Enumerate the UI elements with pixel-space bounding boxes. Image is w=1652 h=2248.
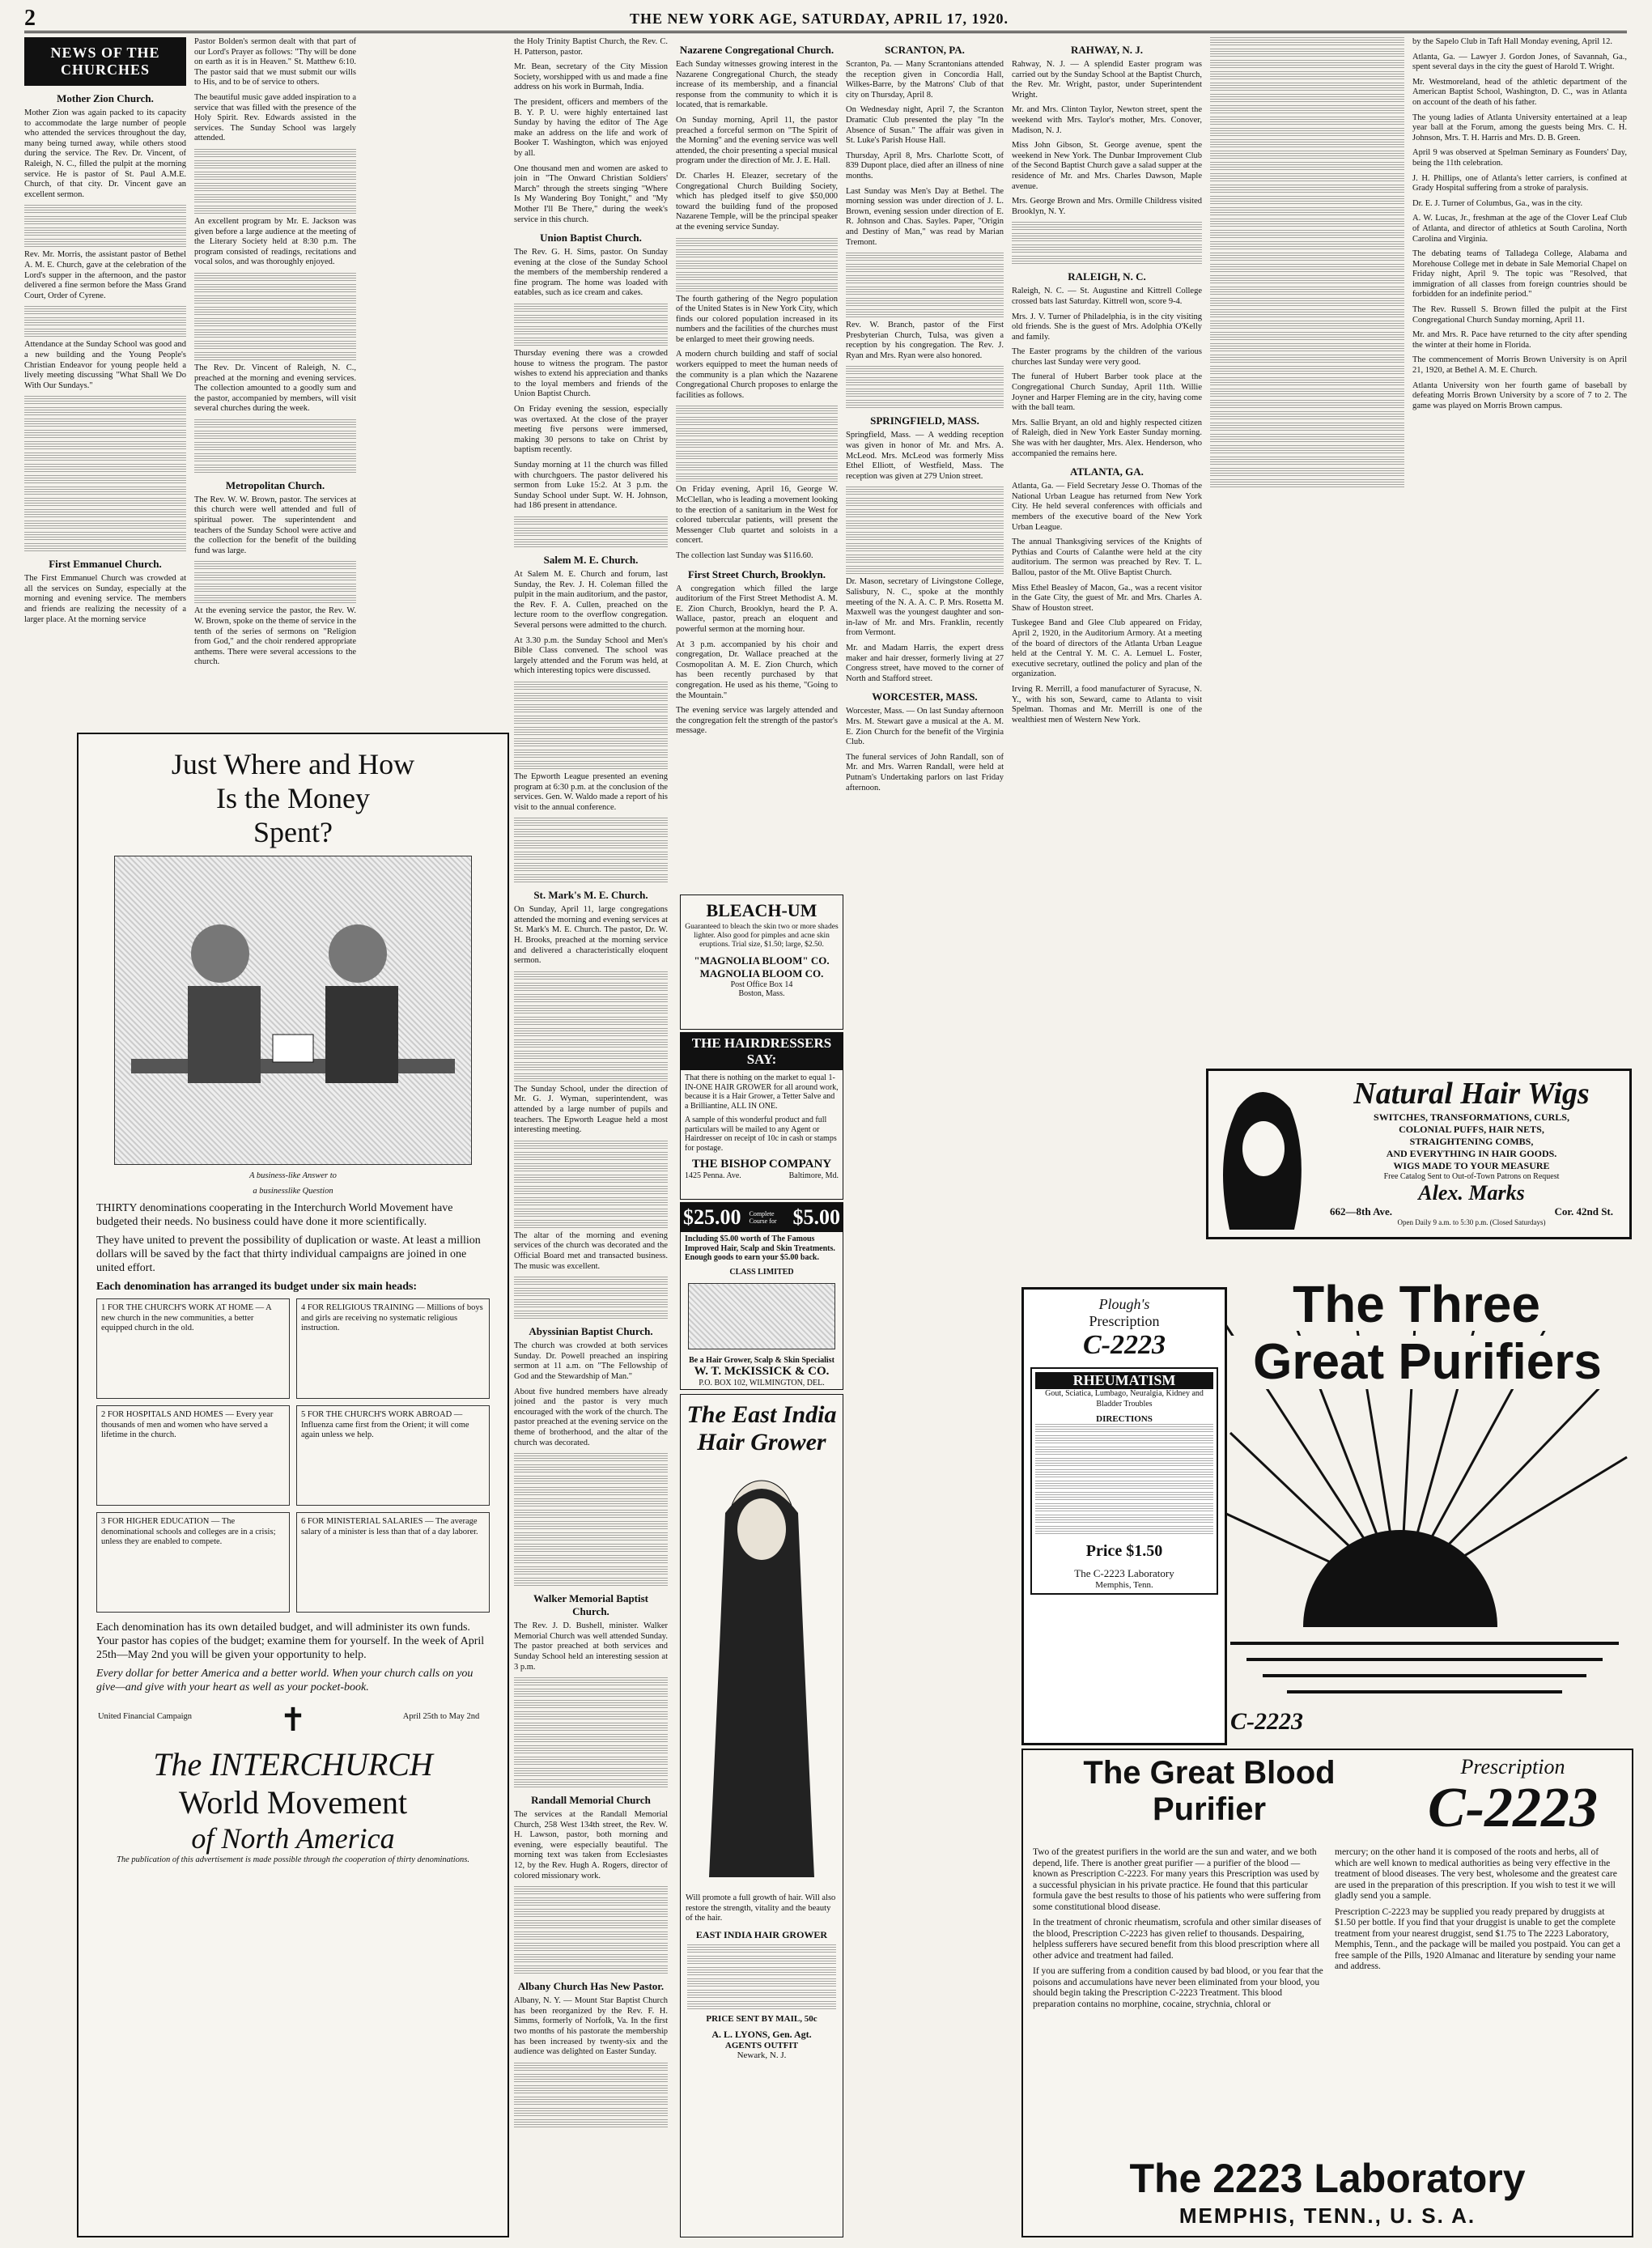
interchurch-ad bbox=[77, 733, 509, 2237]
article-paragraph: by the Sapelo Club in Taft Hall Monday evening, April 12. bbox=[1412, 37, 1612, 46]
column-7-text bbox=[1412, 37, 1627, 928]
article-heading: Nazarene Congregational Church. bbox=[679, 44, 834, 56]
ad-headline-2: Is the Money bbox=[216, 782, 370, 814]
east-india-address: Newark, N. J. bbox=[737, 2050, 787, 2060]
column-2 bbox=[194, 37, 356, 742]
interchurch-brand-2: World Movement bbox=[178, 1784, 408, 1821]
article-heading: St. Mark's M. E. Church. bbox=[533, 889, 648, 902]
article-paragraph: Raleigh, N. C. — St. Augustine and Kittrell College crossed bats last Saturday. Kittrell won, score 9-4. bbox=[1012, 287, 1202, 306]
article-paragraph: A modern church building and staff of social workers equipped to meet the human needs of the community is a plan which the Nazarene Congregational Church proposes to enlarge the facilities as follows. bbox=[676, 350, 838, 400]
bleach-um-company: "MAGNOLIA BLOOM" CO. bbox=[694, 954, 830, 967]
article-paragraph: Thursday evening there was a crowded house to witness the program. The pastor wishes to extend his appreciation and thanks to the loyal members and friends of the Union Baptist Church. bbox=[514, 349, 668, 399]
bleach-um-text: Guaranteed to bleach the skin two or more shades lighter. Also good for pimples and acne skin eruptions. Trial size, $1.50; large, $2.50. bbox=[685, 923, 839, 949]
lab-brand: The 2223 Laboratory bbox=[1129, 2156, 1526, 2201]
classroom-illustration bbox=[688, 1283, 835, 1349]
budget-item: 3 FOR HIGHER EDUCATION — The denominational schools and colleges are in a crisis; unless they are enabled to compete. bbox=[101, 1517, 276, 1546]
east-india-product: EAST INDIA HAIR GROWER bbox=[695, 1928, 828, 1940]
article-paragraph: Atlanta, Ga. — Field Secretary Jesse O. Thomas of the National Urban League has returned from New York City. He held several conferences with officials and members of the executive board of the New York Urban League. bbox=[1012, 482, 1202, 532]
article-heading: SPRINGFIELD, MASS. bbox=[870, 414, 979, 427]
bishop-address: 1425 Penna. Ave. bbox=[685, 1171, 741, 1180]
article-paragraph: Rahway, N. J. — A splendid Easter program was carried out by the Sunday School at the Baptist Church, the Rev. Mr. Wright, pastor, under Superintendent Wright. bbox=[1012, 60, 1202, 100]
budget-item: 4 FOR RELIGIOUS TRAINING — Millions of boys and girls are receiving no systematic religious instruction. bbox=[301, 1303, 483, 1332]
bleach-um-city: Boston, Mass. bbox=[738, 989, 785, 998]
lab-paragraph: If you are suffering from a condition caused by bad blood, or you fear that the poisons and accumulations have never been eliminated from your blood, you should begin taking the Prescription C-2223 Treatment. This blood preparation contains no morphine, cocaine, strychnia, chloral or bbox=[1033, 1966, 1323, 2009]
alex-marks-wigs-ad bbox=[1206, 1069, 1632, 1239]
article-heading: WORCESTER, MASS. bbox=[872, 691, 978, 703]
article-paragraph: Mrs. J. V. Turner of Philadelphia, is in the city visiting old friends. She is the guest of Mrs. Adolphia O'Kelly and family. bbox=[1012, 312, 1202, 342]
wigs-catalog: Free Catalog Sent to Out-of-Town Patrons on Request bbox=[1383, 1172, 1560, 1181]
article-paragraph: At Salem M. E. Church and forum, last Sunday, the Rev. J. H. Coleman filled the pulpit in the main auditorium, and the pastor, the Rev. F. A. Cullen, preached on the lecture room to the overflow congregation. Several persons were admitted to the church. bbox=[514, 569, 668, 630]
column-3 bbox=[514, 37, 668, 2231]
column-4 bbox=[676, 37, 1004, 1025]
businessmen-illustration bbox=[114, 856, 472, 1165]
wigs-corner: Cor. 42nd St. bbox=[1554, 1205, 1613, 1217]
article-paragraph: J. H. Phillips, one of Atlanta's letter carriers, is confined at Grady Hospital suffering from a stroke of paralysis. bbox=[1412, 173, 1627, 193]
mckissick-company: W. T. McKISSICK & CO. bbox=[694, 1364, 830, 1378]
wigs-address: 662—8th Ave. bbox=[1330, 1205, 1393, 1217]
article-paragraph: Atlanta University won her fourth game of baseball by defeating Morris Brown University by a score of 7 to 2. The game was played on Morris Brown campus. bbox=[1412, 380, 1627, 410]
article-paragraph: The commencement of Morris Brown University is on April 21, 1920, at Bethel A. M. E. Church. bbox=[1412, 355, 1627, 376]
lab-headline-2: Purifier bbox=[1152, 1791, 1267, 1827]
bottle-number: C-2223 bbox=[1083, 1330, 1166, 1360]
bleach-um-ad bbox=[680, 895, 843, 1030]
article-heading: Metropolitan Church. bbox=[225, 478, 325, 491]
article-paragraph: A congregation which filled the large auditorium of the First Street Methodist A. M. E. Zion Church, Brooklyn, heard the P. A. Wallace, pastor, preach an eloquent and powerful sermon at the morning hour. bbox=[676, 584, 838, 634]
article-paragraph: The altar of the morning and evening services of the church was decorated and the Official Board met and transacted business. The music was excellent. bbox=[514, 1230, 668, 1271]
east-india-outfit: AGENTS OUTFIT bbox=[724, 2040, 799, 2050]
sale-price: $5.00 bbox=[792, 1205, 840, 1229]
article-heading: Abyssinian Baptist Church. bbox=[529, 1325, 653, 1338]
budget-item: 5 FOR THE CHURCH'S WORK ABROAD — Influenza came first from the Orient; it will come again unless we help. bbox=[301, 1410, 469, 1439]
article-paragraph: Worcester, Mass. — On last Sunday afternoon Mrs. M. Stewart gave a musical at the A. M. E. Zion Church for the benefit of the Virginia Club. bbox=[846, 707, 1004, 747]
bleach-um-address: Post Office Box 14 bbox=[730, 980, 793, 989]
article-paragraph: The president, officers and members of the B. Y. P. U. were highly entertained last Sunday by having the editor of The Age make an address on the life and work of Booker T. Washington, which was enjoyed by all. bbox=[514, 97, 668, 158]
ad-headline-3: Spent? bbox=[253, 816, 333, 848]
article-paragraph: On Sunday morning, April 11, the pastor preached a forceful sermon on "The Spirit of the Morning" and the evening service was well attended, the choir presenting a special musical program under the direction of Mr. J. E. Hall. bbox=[676, 115, 838, 166]
hairdressers-title: THE HAIRDRESSERS SAY: bbox=[681, 1033, 843, 1070]
article-paragraph: Last Sunday was Men's Day at Bethel. The morning session was under direction of J. L. Brown, evening session under direction of E. R. Johnson and Chas. Sayles. Paper, "Origin and Destiny of Man," was read by Marian Tremont. bbox=[846, 186, 1004, 247]
article-paragraph: The church was crowded at both services Sunday. Dr. Powell preached an inspiring sermon at 11 a.m. on "The Fellowship of God and the Stewardship of Man." bbox=[514, 1341, 668, 1381]
article-paragraph: Mr. and Mrs. Clinton Taylor, Newton street, spent the weekend with Mrs. Taylor's mother, Mrs. Conover, Madison, N. J. bbox=[1012, 105, 1202, 135]
lab-number: C-2223 bbox=[1428, 1777, 1598, 1839]
page-number: 2 bbox=[24, 6, 36, 31]
article-paragraph: At 3 p.m. accompanied by his choir and congregation, Dr. Wallace preached at the Cosmopolitan A. M. E. Zion Church, which has been recently purchased by that congregation. He used as his theme, "Going to the Mountain." bbox=[676, 640, 838, 700]
article-paragraph: The First Emmanuel Church was crowded at all the services on Sunday, especially at the morning and evening service. The members and friends are realizing the necessity of a larger place. At the morning service bbox=[24, 574, 186, 624]
deal-limited: CLASS LIMITED bbox=[729, 1267, 794, 1277]
lab-paragraph: Prescription C-2223 may be supplied you ready prepared by druggists at $1.50 per bottle. If you find that your druggist is unable to get the complete treatment from your nearest druggist, send $1.75 to The 2223 Laboratory, Memphis, Tenn., and the package will be mailed you postpaid. You can get a free sample of the Pills, 1920 Almanac and literature by sending your name and address. bbox=[1335, 1906, 1620, 1971]
article-paragraph: On Sunday, April 11, large congregations attended the morning and evening services at St. Mark's M. E. Church. The pastor, Dr. W. H. Brooks, preached at the morning service and delivered a characteristically eloquent sermon. bbox=[514, 905, 668, 966]
bottle-ailments: Gout, Sciatica, Lumbago, Neuralgia, Kidney and Bladder Troubles bbox=[1045, 1389, 1204, 1409]
article-paragraph: The funeral services of John Randall, son of Mr. and Mrs. Warren Randall, were held at Putnam's Undertaking parlors on last Friday afternoon. bbox=[846, 752, 1004, 793]
article-paragraph: Each Sunday witnesses growing interest in the Nazarene Congregational Church, the steady increase of its membership, and a financial response from the community to which it is located, that is remarkable. bbox=[676, 60, 838, 110]
article-paragraph: Thursday, April 8, Mrs. Charlotte Scott, of 839 Dupont place, died after an illness of nine months. bbox=[846, 151, 1004, 181]
wigs-line: WIGS MADE TO YOUR MEASURE bbox=[1393, 1160, 1550, 1171]
wigs-title: Natural Hair Wigs bbox=[1353, 1077, 1590, 1111]
article-paragraph: Rev. W. Branch, pastor of the First Presbyterian Church, Tulsa, was given a reception by his congregation. The Rev. J. Ryan and Mrs. Ryan were also honored. bbox=[846, 321, 1004, 360]
article-heading: Salem M. E. Church. bbox=[543, 553, 639, 566]
article-heading: Randall Memorial Church bbox=[531, 1794, 651, 1807]
column-6 bbox=[1012, 37, 1202, 1049]
article-paragraph: On Friday evening the session, especially was overtaxed. At the close of the prayer meeting five persons were immersed, making 30 persons to take on Christ by baptism recently. bbox=[514, 405, 668, 455]
ad-headline-1: Just Where and How bbox=[171, 748, 415, 780]
article-paragraph: The annual Thanksgiving services of the Knights of Pythias and Courts of Calanthe were held at the city auditorium. The sermon was preached by Rev. T. L. Ballou, pastor of the Mt. Olive Baptist Church. bbox=[1012, 538, 1202, 577]
woman-long-hair-illustration bbox=[693, 1464, 830, 1885]
wigs-line: SWITCHES, TRANSFORMATIONS, CURLS, bbox=[1374, 1111, 1569, 1123]
article-paragraph: The beautiful music gave added inspiration to a service that was filled with the presence of the Holy Spirit. Rev. Edwards assisted in the services. The Sunday School was largely attended. bbox=[194, 92, 356, 143]
bottle-brand: Plough's bbox=[1098, 1296, 1150, 1312]
article-heading: RAHWAY, N. J. bbox=[1071, 44, 1143, 56]
mckissick-address: P.O. BOX 102, WILMINGTON, DEL. bbox=[699, 1378, 825, 1387]
article-paragraph: Irving R. Merrill, a food manufacturer of Syracuse, N. Y., with his son, Seward, came to Atlanta to visit Spelman. Thomas and Mr. Merrill is one of the wealthiest men of Western New York. bbox=[1012, 684, 1202, 725]
original-price: $25.00 bbox=[683, 1205, 741, 1229]
caption-line-2: a businesslike Question bbox=[253, 1186, 333, 1196]
article-paragraph: The Rev. G. H. Sims, pastor. On Sunday evening at the close of the Sunday School the members of the membership rendered a fine program. The home was loaded with eatables, such as ice cream and cakes. bbox=[514, 248, 668, 298]
bishop-company: THE BISHOP COMPANY bbox=[691, 1158, 832, 1171]
bleach-um-title: BLEACH-UM bbox=[706, 900, 818, 920]
wig-model-silhouette bbox=[1213, 1076, 1310, 1230]
article-paragraph: Dr. E. J. Turner of Columbus, Ga., was in the city. bbox=[1412, 198, 1583, 208]
article-heading: Union Baptist Church. bbox=[540, 232, 642, 244]
budget-item: 2 FOR HOSPITALS AND HOMES — Every year thousands of men and women who have served a lifetime in the church. bbox=[101, 1410, 274, 1439]
column-1 bbox=[24, 37, 186, 742]
deal-text: Including $5.00 worth of The Famous Improved Hair, Scalp and Skin Treatments. Enough goods to earn your $5.00 back. bbox=[685, 1234, 835, 1262]
purifiers-title-1: The Three bbox=[1238, 1277, 1595, 1331]
lab-paragraph: mercury; on the other hand it is composed of the roots and herbs, all of which are well known to medical authorities as being very effective in the treatment of blood diseases. The very best, wholesome and the greatest care are used in the preparation of this prescription. If you wish to test it we will gladly send you a sample. bbox=[1335, 1847, 1617, 1901]
wigs-line: COLONIAL PUFFS, HAIR NETS, bbox=[1399, 1124, 1544, 1135]
article-paragraph: Mother Zion was again packed to its capacity to accommodate the large number of people who attended the services throughout the day, many being turned away, while others stood during the service. The Rev. Dr. Vincent, of Raleigh, N. C., filled the pulpit at the morning service. He is pastor of St. Paul A.M.E. Church, of that city. Dr. Vincent gave an excellent sermon. bbox=[24, 108, 186, 199]
east-india-ad bbox=[680, 1394, 843, 2237]
bottle-prescription: Prescription bbox=[1089, 1313, 1160, 1329]
article-paragraph: The collection last Sunday was $116.60. bbox=[676, 551, 813, 560]
article-paragraph: On Friday evening, April 16, George W. McClellan, who is leading a movement looking to the erection of a sanitarium in the West for colored tubercular patients, will present the Messenger Club quartet and soloists in a concert. bbox=[676, 485, 838, 546]
masthead bbox=[24, 6, 1627, 33]
deal-specialist: Be a Hair Grower, Scalp & Skin Specialist bbox=[689, 1355, 834, 1365]
church-news-logo: NEWS OF THE CHURCHES bbox=[24, 37, 186, 86]
article-paragraph: A. W. Lucas, Jr., freshman at the age of the Clover Leaf Club of Atlanta, and director of athletics at South Carolina, North Carolina and Virginia. bbox=[1412, 214, 1627, 244]
article-paragraph: The services at the Randall Memorial Church, 258 West 134th street, the Rev. W. H. Lawson, pastor, both morning and evening, were especially beautiful. The morning text was taken from Ecclesiastes 12, by the Rev. Hugh A. Rogers, director of colored missionary work. bbox=[514, 1810, 668, 1880]
bishop-city: Baltimore, Md. bbox=[788, 1171, 839, 1180]
ad-intro: THIRTY denominations cooperating in the Interchurch World Movement have budgeted their needs. No business could have done it more scientifically. bbox=[96, 1202, 453, 1228]
article-paragraph: On Wednesday night, April 7, the Scranton Dramatic Club presented the play "In the Absence of Susan." The affair was given in St. Luke's Parish House Hall. bbox=[846, 105, 1004, 146]
article-heading: Walker Memorial Baptist Church. bbox=[533, 1592, 649, 1618]
budget-item: 1 FOR THE CHURCH'S WORK AT HOME — A new church in the new communities, a better equipped church in the old. bbox=[101, 1303, 272, 1332]
mckissick-ad bbox=[680, 1202, 843, 1390]
lab-headline-1: The Great Blood bbox=[1083, 1755, 1336, 1791]
caption-line-1: A business-like Answer to bbox=[249, 1171, 337, 1180]
bottle-directions: DIRECTIONS bbox=[1096, 1414, 1153, 1424]
cross-icon: ✝ bbox=[279, 1702, 307, 1738]
newspaper-dateline: THE NEW YORK AGE, SATURDAY, APRIL 17, 1920. bbox=[630, 10, 1009, 27]
bottle-label: RHEUMATISM bbox=[1035, 1372, 1213, 1389]
ad-paragraph: Each denomination has arranged its budget under six main heads: bbox=[96, 1281, 418, 1293]
article-paragraph: Sunday morning at 11 the church was filled with churchgoers. The pastor delivered his sermon from Luke 15:2. At 3 p.m. the Sunday School under Supt. W. H. Johnson, had 186 present in attendance. bbox=[514, 461, 668, 511]
article-paragraph: The Rev. J. D. Bushell, minister. Walker Memorial Church was well attended Sunday. The pastor preached at both services and Sunday School held an interesting session at 3 p.m. bbox=[514, 1621, 668, 1672]
east-india-agent: A. L. LYONS, Gen. Agt. bbox=[711, 2028, 812, 2040]
bottle-maker: The C-2223 Laboratory bbox=[1074, 1567, 1174, 1579]
article-paragraph: About five hundred members have already joined and the pastor is very much encouraged with the work of the church. The pastor preached at the evening service on the theme of brotherhood, and the altar of the church was decorated. bbox=[514, 1387, 668, 1447]
article-paragraph: Miss Ethel Beasley of Macon, Ga., was a recent visitor in the Gate City, the guest of Mr. and Mrs. Charles A. Shaw of Houston street. bbox=[1012, 583, 1202, 613]
article-paragraph: The Rev. Russell S. Brown filled the pulpit at the First Congregational Church Sunday morning, April 11. bbox=[1412, 305, 1627, 325]
hairdressers-text: That there is nothing on the market to equal 1-IN-ONE HAIR GROWER for all around work, because it is a Hair Grower, a Tetter Salve and a Brilliantine, ALL IN ONE. bbox=[685, 1073, 839, 1111]
east-india-title: The East India Hair Grower bbox=[686, 1401, 837, 1455]
article-paragraph: At the evening service the pastor, the Rev. W. W. Brown, spoke on the theme of service in the tenth of the series of sermons on "Religion from God," and the choir rendered appropriate anthems. There were several accessions to the church. bbox=[194, 606, 356, 667]
ad-paragraph: They have united to prevent the possibility of duplication or waste. At least a million dollars will be saved by the fact that thirty individual campaigns are joined in one united effort. bbox=[96, 1234, 481, 1274]
article-paragraph: The debating teams of Talladega College, Alabama and Morehouse College met in debate in Sale Memorial Chapel on Friday night, April 9. The topic was "Resolved, that immigration of all classes from foreign countries should be forbidden for an indefinite period." bbox=[1412, 249, 1627, 300]
wigs-line: STRAIGHTENING COMBS, bbox=[1409, 1136, 1534, 1147]
bleach-um-company-2: MAGNOLIA BLOOM CO. bbox=[699, 967, 824, 980]
article-paragraph: Mr. and Madam Harris, the expert dress maker and hair dresser, formerly living at 27 Congress street, have moved to the corner of North and Stafford street. bbox=[846, 644, 1004, 683]
sun-label: C-2223 bbox=[1230, 1708, 1303, 1735]
article-paragraph: the Holy Trinity Baptist Church, the Rev. C. H. Patterson, pastor. bbox=[514, 37, 668, 57]
article-paragraph: An excellent program by Mr. E. Jackson was given before a large audience at the meeting of the Literary Society held at 8:30 p.m. The program consisted of readings, recitations and vocal solos, and was thoroughly enjoyed. bbox=[194, 216, 356, 267]
article-paragraph: April 9 was observed at Spelman Seminary as Founders' Day, being the 11th celebration. bbox=[1412, 148, 1627, 168]
bottle-city: Memphis, Tenn. bbox=[1095, 1580, 1153, 1590]
article-paragraph: Mr. and Mrs. R. Pace have returned to the city after spending the winter at their home in Florida. bbox=[1412, 330, 1627, 350]
article-paragraph: The Rev. W. W. Brown, pastor. The services at this church were well attended and full of spiritual power. The superintendent and teachers of the Sunday School were active and the collection for the benefit of the building fund was large. bbox=[194, 495, 356, 555]
lab-paragraph: In the treatment of chronic rheumatism, scrofula and other similar diseases of the blood, Prescription C-2223 has given relief to thousands. Despairing, helpless sufferers have secured benefit from this blood prescription where all other advice and treatment had failed. bbox=[1033, 1918, 1322, 1961]
column-6b bbox=[1210, 37, 1404, 928]
article-paragraph: Mrs. Sallie Bryant, an old and highly respected citizen of Raleigh, died in New York Easter Sunday morning. She was with her daughter, Mrs. Alex. Henderson, who accompanied the remains here. bbox=[1012, 418, 1202, 458]
article-paragraph: Pastor Bolden's sermon dealt with that part of our Lord's Prayer as follows: "Thy will be done on earth as it is in Heaven." St. Matthew 6:10. The pastor said that we must submit our wills to His, and to be of service to others. bbox=[194, 37, 356, 87]
wigs-hours: Open Daily 9 a.m. to 5:30 p.m. (Closed Saturdays) bbox=[1397, 1218, 1546, 1226]
bishop-hair-ad bbox=[680, 1032, 843, 1200]
article-paragraph: The Rev. Dr. Vincent of Raleigh, N. C., preached at the morning and evening services. The collection amounted to a goodly sum and the pastor, accompanied by members, will visit several churches during the week. bbox=[194, 363, 356, 414]
article-paragraph: The evening service was largely attended and the congregation felt the strength of the pastor's message. bbox=[676, 706, 838, 736]
east-india-text: Will promote a full growth of hair. Will also restore the strength, vitality and the beauty of the hair. bbox=[686, 1893, 836, 1923]
article-heading: ATLANTA, GA. bbox=[1070, 465, 1144, 478]
article-heading: Mother Zion Church. bbox=[57, 92, 154, 104]
article-paragraph: At 3.30 p.m. the Sunday School and Men's Bible Class convened. The school was largely attended and the Forum was held, at which interesting topics were discussed. bbox=[514, 635, 668, 676]
interchurch-brand: The INTERCHURCH bbox=[153, 1746, 433, 1783]
article-paragraph: Rev. Mr. Morris, the assistant pastor of Bethel A. M. E. Church, gave at the celebration of the Lord's supper in the afternoon, and the pastor delivered a fine sermon before the Mass Grand Court, Order of Cyrene. bbox=[24, 250, 186, 300]
ad-footer: The publication of this advertisement is made possible through the cooperation of thirty denominations. bbox=[117, 1855, 469, 1864]
article-paragraph: The Easter programs by the children of the various churches last Sunday were very good. bbox=[1012, 347, 1202, 367]
article-heading: SCRANTON, PA. bbox=[885, 44, 965, 56]
article-paragraph: Dr. Charles H. Eleazer, secretary of the Congregational Church Building Society, which has pledged itself to give $50,000 toward the building fund of the proposed Nazarene Temple, will be the principal speaker at the evening service Sunday. bbox=[676, 171, 838, 232]
lab-paragraph: Two of the greatest purifiers in the world are the sun and water, and we both depend, life. There is another great purifier — a purifier of the blood — known as Prescription C-2223. For many years this Prescription was used by a successful physician in his private practice. He found that this particular formula gave the best results to those of his patients who were suffering from some constitutional blood disease. bbox=[1033, 1847, 1321, 1912]
c2223-laboratory-ad bbox=[1021, 1749, 1633, 2237]
article-paragraph: The Sunday School, under the direction of Mr. G. J. Wyman, superintendent, was attended by a large number of pupils and teachers. The Epworth League held a most interesting meeting. bbox=[514, 1084, 668, 1135]
ad-paragraph: Each denomination has its own detailed budget, and will administer its own funds. Your pastor has copies of the budget; examine them for yourself. In the week of April 25th—May 2nd you will be given your opportunity to help. bbox=[96, 1621, 485, 1661]
lab-city: MEMPHIS, TENN., U. S. A. bbox=[1178, 2203, 1476, 2228]
wigs-proprietor: Alex. Marks bbox=[1418, 1181, 1525, 1205]
east-india-price: PRICE SENT BY MAIL, 50c bbox=[706, 2013, 818, 2024]
bottle-price: Price $1.50 bbox=[1085, 1542, 1163, 1560]
article-paragraph: One thousand men and women are asked to join in "The Onward Christian Soldiers' March" through the streets singing "Where Is My Wandering Boy Tonight," and "My Mother I'll Be There," during the week's service in this church. bbox=[514, 164, 668, 224]
article-paragraph: The fourth gathering of the Negro population of the United States is in New York City, which finds our colored population increased in its numbers and the facilities of the churches must be enlarged to meet their growing needs. bbox=[676, 294, 838, 344]
article-paragraph: Miss John Gibson, St. George avenue, spent the weekend in New York. The Dunbar Improvement Club of the Second Baptist Church gave a salad supper at the residence of Mr. and Mrs. Charles Dawson, Maple avenue. bbox=[1012, 141, 1202, 191]
campaign-dates: April 25th to May 2nd bbox=[402, 1712, 480, 1722]
article-paragraph: Dr. Mason, secretary of Livingstone College, Salisbury, N. C., spoke at the monthly meeting of the N. A. A. C. P. Mrs. Rosetta M. Maxwell was the youngest daughter and son-in-law of Mr. and Mrs. Franklin, recently from Vermont. bbox=[846, 577, 1004, 638]
article-paragraph: Atlanta, Ga. — Lawyer J. Gordon Jones, of Savannah, Ga., spent several days in the city the guest of Harold T. Wright. bbox=[1412, 52, 1627, 72]
article-paragraph: Springfield, Mass. — A wedding reception was given in honor of Mr. and Mrs. A. McLeod. Mrs. McLeod was formerly Miss Ethel Elliott, of Westfield, Mass. The reception was given at 279 Union street. bbox=[846, 431, 1004, 481]
article-paragraph: The Epworth League presented an evening program at 6:30 p.m. at the conclusion of the services. Gen. W. Waldo made a report of his visit to the annual conference. bbox=[514, 771, 668, 812]
deal-label: Complete Course for bbox=[749, 1210, 777, 1225]
ad-paragraph: Every dollar for better America and a better world. When your church calls on you give—and give with your heart as well as your pocket-book. bbox=[96, 1668, 474, 1693]
article-heading: First Emmanuel Church. bbox=[49, 558, 162, 571]
article-paragraph: Scranton, Pa. — Many Scrantonians attended the reception given in Concordia Hall, Wilkes-Barre, by the Matrons' Club of that city on Thursday, April 8. bbox=[846, 60, 1004, 100]
purifiers-title-2: Great Purifiers bbox=[1227, 1336, 1628, 1389]
budget-item: 6 FOR MINISTERIAL SALARIES — The average salary of a minister is less than that of a day laborer. bbox=[301, 1517, 478, 1536]
article-paragraph: The young ladies of Atlanta University entertained at a leap year ball at the Forum, among the guests being Mrs. C. H. Johnson, Mrs. T. H. Harris and Mrs. D. B. Green. bbox=[1412, 113, 1627, 142]
article-paragraph: Mrs. George Brown and Mrs. Ormille Childress visited Brooklyn, N. Y. bbox=[1012, 197, 1202, 216]
campaign-tag: United Financial Campaign bbox=[97, 1712, 193, 1722]
article-paragraph: Albany, N. Y. — Mount Star Baptist Church has been reorganized by the Rev. F. H. Simms, formerly of Norfolk, Va. In the first two months of his pastorate the membership has been increased by twenty-six and the audience was delighted on Easter Sunday. bbox=[514, 1996, 668, 2057]
c2223-bottle bbox=[1021, 1287, 1227, 1745]
article-heading: First Street Church, Brooklyn. bbox=[687, 567, 826, 580]
hairdressers-text-2: A sample of this wonderful product and full particulars will be mailed to any Agent or Hairdresser on receipt of 10c in cash or stamps for postage. bbox=[685, 1116, 837, 1153]
article-heading: RALEIGH, N. C. bbox=[1068, 270, 1146, 283]
article-paragraph: Mr. Westmoreland, head of the athletic department of the American Baptist School, Washington, D. C., was in Atlanta on account of the death of his father. bbox=[1412, 77, 1627, 107]
article-heading: Albany Church Has New Pastor. bbox=[517, 1980, 665, 1993]
article-paragraph: Mr. Bean, secretary of the City Mission Society, worshipped with us and made a fine address on his work in Burmah, India. bbox=[514, 62, 668, 92]
article-paragraph: The funeral of Hubert Barber took place at the Congregational Church Sunday, April 11th. Willie Joyner and Harper Fleming are in the city, having come with the ball team. bbox=[1012, 372, 1202, 413]
lab-prescription: Prescription bbox=[1460, 1755, 1565, 1778]
interchurch-brand-3: of North America bbox=[191, 1822, 395, 1855]
article-paragraph: Attendance at the Sunday School was good and a new building and the Young People's Christian Endeavor for young people held a lively meeting discussing "What Shall We Do With Our Sundays." bbox=[24, 340, 186, 390]
article-paragraph: Tuskegee Band and Glee Club appeared on Friday, April 2, 1920, in the Auditorium Armory. At a meeting of the board of directors of the Atlanta Urban League held at the Central Y. M. C. A. Lemuel L. Foster, executive secretary, outlined the policy and plan of the organization. bbox=[1012, 618, 1202, 679]
wigs-line: AND EVERYTHING IN HAIR GOODS. bbox=[1386, 1148, 1557, 1159]
